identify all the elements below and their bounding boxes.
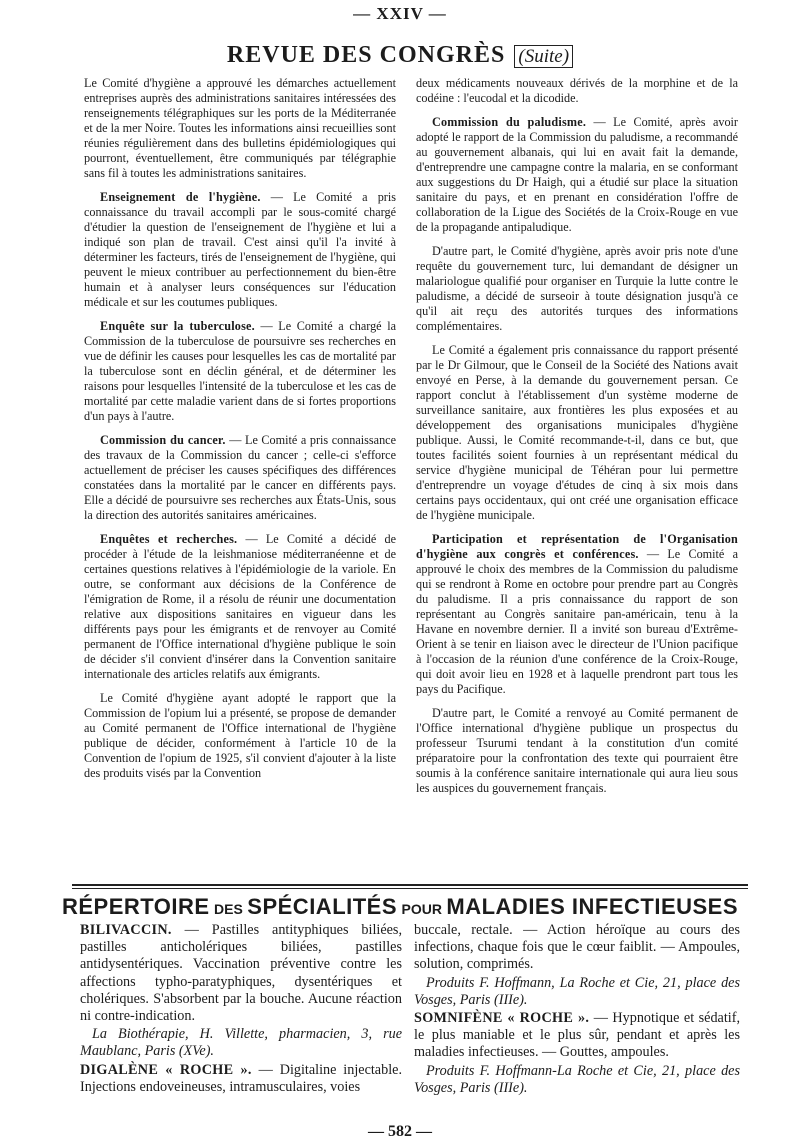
repertoire-title-word: SPÉCIALITÉS <box>247 894 398 919</box>
repertoire-title-word: RÉPERTOIRE <box>61 894 210 919</box>
paragraph-text: — Le Comité a approuvé le choix des membres de la Commission du paludisme qui se rendront à Rome en octobre pour prendre part au Congrès du paludisme. Il a pris connaissance du rapport de son représentant au Congrès sanitaire pan-américain, tenu à la Havane en novembre dernier. Il a invité son bureau d'Extrême-Orient à se tenir en liaison avec le directeur de l'Union pacifique à l'occasion de la réunion d'une conférence de la Croix-Rouge, qui doit avoir lieu en 1928 et à laquelle prendront part tous les pays du Pacifique. <box>416 547 738 696</box>
page-title <box>0 42 800 68</box>
product-name: DIGALÈNE « ROCHE ». <box>80 1061 252 1078</box>
paragraph-text: — Le Comité a chargé la Commission de la tuberculose de poursuivre ses recherches en vue de définir les causes pour lesquelles les cas de mortalité par la tuberculose sont en déclin général, et de déterminer les raisons pour lesquelles l'intensité de la tuberculose et les cas de mortalité par cette maladie varient dans de si fortes proportions d'un pays à l'autre. <box>84 319 396 423</box>
paragraph: Le Comité a également pris connaissance du rapport présenté par le Dr Gilmour, que le Conseil de la Société des Nations avait envoyé en Perse, à la demande du gouvernement persan. Ce rapport conclut à l'établissement d'un système moderne de surveillance sanitaire, aux frontières les plus exposées et au développement des organisations municipales d'hygiène publique. Aussi, le Comité recommande-t-il, dans ce but, que toutes facilités soient fournies à un représentant médical du service d'hygiène municipal de Téhéran pour lui permettre d'entreprendre un voyage d'études de cinq à six mois dans certains pays occidentaux, qui ont créé une organisation efficace de l'hygiène municipale. <box>416 343 738 522</box>
product-description: — Hypnotique et sédatif, le plus maniable et le plus sûr, pendant et après les maladies infectieuses. — Gouttes, ampoules. <box>414 1010 741 1061</box>
paragraph <box>84 433 396 523</box>
title-main: REVUE DES CONGRÈS <box>226 42 506 68</box>
repertoire-right-column <box>414 922 740 1098</box>
left-column <box>84 76 396 790</box>
product-name: BILIVACCIN. <box>80 922 172 938</box>
paragraph: Le Comité d'hygiène a approuvé les démarches actuellement entreprises auprès des administrations sanitaires intéressées des renseignements télégraphiques sur les ports de la Méditerranée et de la mer Noire. Toutes les informations ainsi recueillies sont réunies régulièrement dans des bulletins épidémiologiques qui pourront, éventuellement, être communiqués par télégraphie sans fil à toutes les administrations sanitaires. <box>84 76 396 180</box>
paragraph <box>84 532 396 682</box>
paragraph <box>416 532 738 697</box>
paragraph: Le Comité d'hygiène ayant adopté le rapport que la Commission de l'opium lui a présenté, se propose de demander au Comité permanent de l'Office international de l'hygiène publique de décider, conformément à l'article 10 de la Convention de l'opium de 1925, s'il convient d'ajouter à la liste des produits visés par la Convention <box>84 691 396 780</box>
right-column <box>416 76 738 805</box>
product-description: — Digitaline injectable. Injections endoveineuses, intramusculaires, voies <box>80 1061 402 1095</box>
title-subtitle: (Suite) <box>514 45 573 68</box>
product-name: SOMNIFÈNE « ROCHE ». <box>414 1010 590 1027</box>
paragraph-text: — Le Comité a pris connaissance du travail accompli par le sous-comité chargé d'étudier la question de l'enseignement de l'hygiène et lui a indiqué son plan de travail. C'est ainsi qu'il l'a invité à déterminer les facteurs, tirés de l'enseignement de l'hygiène, qui peuvent le mieux contribuer au perfectionnement du bien-être humain et à analyser leurs conséquences sur l'éducation médicale et sur les coutumes publiques. <box>84 190 396 309</box>
repertoire-title-word: POUR <box>401 901 442 917</box>
paragraph-text: — Le Comité, après avoir adopté le rapport de la Commission du paludisme, a recommandé au gouvernement albanais, qui lui en avait fait la demande, d'entreprendre une campagne contre la malaria, en se conformant aux suggestions du Dr Haigh, qui a étudié sur place la situation sanitaire du pays, et en prenant en considération l'offre de collaboration de la Ligue des Sociétés de la Croix-Rouge en vue de la propagande antipaludique. <box>416 115 738 234</box>
paragraph <box>416 115 738 235</box>
repertoire-entry <box>80 1062 402 1096</box>
section-heading: Commission du paludisme. <box>432 115 587 129</box>
section-heading: Enquêtes et recherches. <box>100 532 238 546</box>
repertoire-entry <box>414 1010 740 1062</box>
repertoire-title <box>0 894 800 920</box>
paragraph: D'autre part, le Comité a renvoyé au Comité permanent de l'Office international d'hygiène publique un prospectus du professeur Tsurumi tendant à la constitution d'un comité préparatoire pour la confrontation des texte qui pourraient être soumis à la conférence sanitaire internationale qui aura lieu sous les auspices du gouvernement français. <box>416 706 738 795</box>
paragraph: D'autre part, le Comité d'hygiène, après avoir pris note d'une requête du gouvernement turc, lui demandant de désigner un malariologue qualifié pour organiser en Turquie la lutte contre le paludisme, a décidé de surseoir à toute désignation jusqu'à ce qu'il ait reçu des autorités turques des informations complémentaires. <box>416 244 738 333</box>
divider-rule-thin <box>72 888 748 889</box>
section-heading: Enquête sur la tuberculose. <box>100 319 255 333</box>
section-heading: Commission du cancer. <box>100 433 226 447</box>
section-heading: Enseignement de l'hygiène. <box>100 190 261 204</box>
page-number: — 582 — <box>368 1123 432 1140</box>
repertoire-left-column <box>80 922 402 1097</box>
repertoire-title-word: DES <box>214 901 243 917</box>
paragraph-text: — Le Comité a pris connaissance des travaux de la Commission du cancer ; celle-ci s'efforce actuellement de préciser les causes spécifiques des différences constatées dans la mortalité par le cancer en différents pays. Elle a décidé de poursuivre ses recherches aux États-Unis, sous la direction des autorités sanitaires américaines. <box>84 433 396 522</box>
section-roman-numeral: — XXIV — <box>353 4 447 23</box>
product-description: buccale, rectale. — Action héroïque au cours des infections, chaque fois que le cœur faiblit. — Ampoules, solution, comprimés. <box>414 922 740 973</box>
repertoire-title-word: MALADIES INFECTIEUSES <box>446 894 739 919</box>
divider-rule <box>72 884 748 886</box>
repertoire-entry <box>80 922 402 1025</box>
product-maker: Produits F. Hoffmann, La Roche et Cie, 21, place des Vosges, Paris (IIIe). <box>414 974 740 1008</box>
section-heading: Participation et représentation de l'Organisation d'hygiène aux congrès et conférences. <box>416 532 738 561</box>
product-description: — Pastilles antityphiques biliées, pastilles anticholériques biliées, pastilles antidysentériques. Vaccination préventive contre les affections typho-paratyphiques, dysentériques et cholériques. S'absorbent par la bouche. Aucune réaction ni contre-indication. <box>80 922 402 1025</box>
paragraph <box>84 319 396 424</box>
paragraph: deux médicaments nouveaux dérivés de la morphine et de la codéine : l'eucodal et la dicodide. <box>416 76 738 105</box>
product-maker: Produits F. Hoffmann-La Roche et Cie, 21, place des Vosges, Paris (IIIe). <box>414 1062 740 1096</box>
paragraph-text: — Le Comité a décidé de procéder à l'étude de la leishmaniose méditerranéenne et de certaines questions relatives à l'épidémiologie de la variole. En outre, se conformant aux décisions de la Conférence de l'émigration de Rome, il a résolu de réunir une documentation relative aux dispositions sanitaires en vigueur dans les différents pays pour les émigrants et de renvoyer au Comité permanent de l'Office international d'hygiène publique le soin de décider s'il convient d'insérer dans la Convention sanitaire internationale des articles relatifs aux émigrants. <box>84 532 396 681</box>
product-maker: La Biothérapie, H. Villette, pharmacien, 3, rue Maublanc, Paris (XVe). <box>80 1026 402 1060</box>
paragraph <box>84 190 396 310</box>
